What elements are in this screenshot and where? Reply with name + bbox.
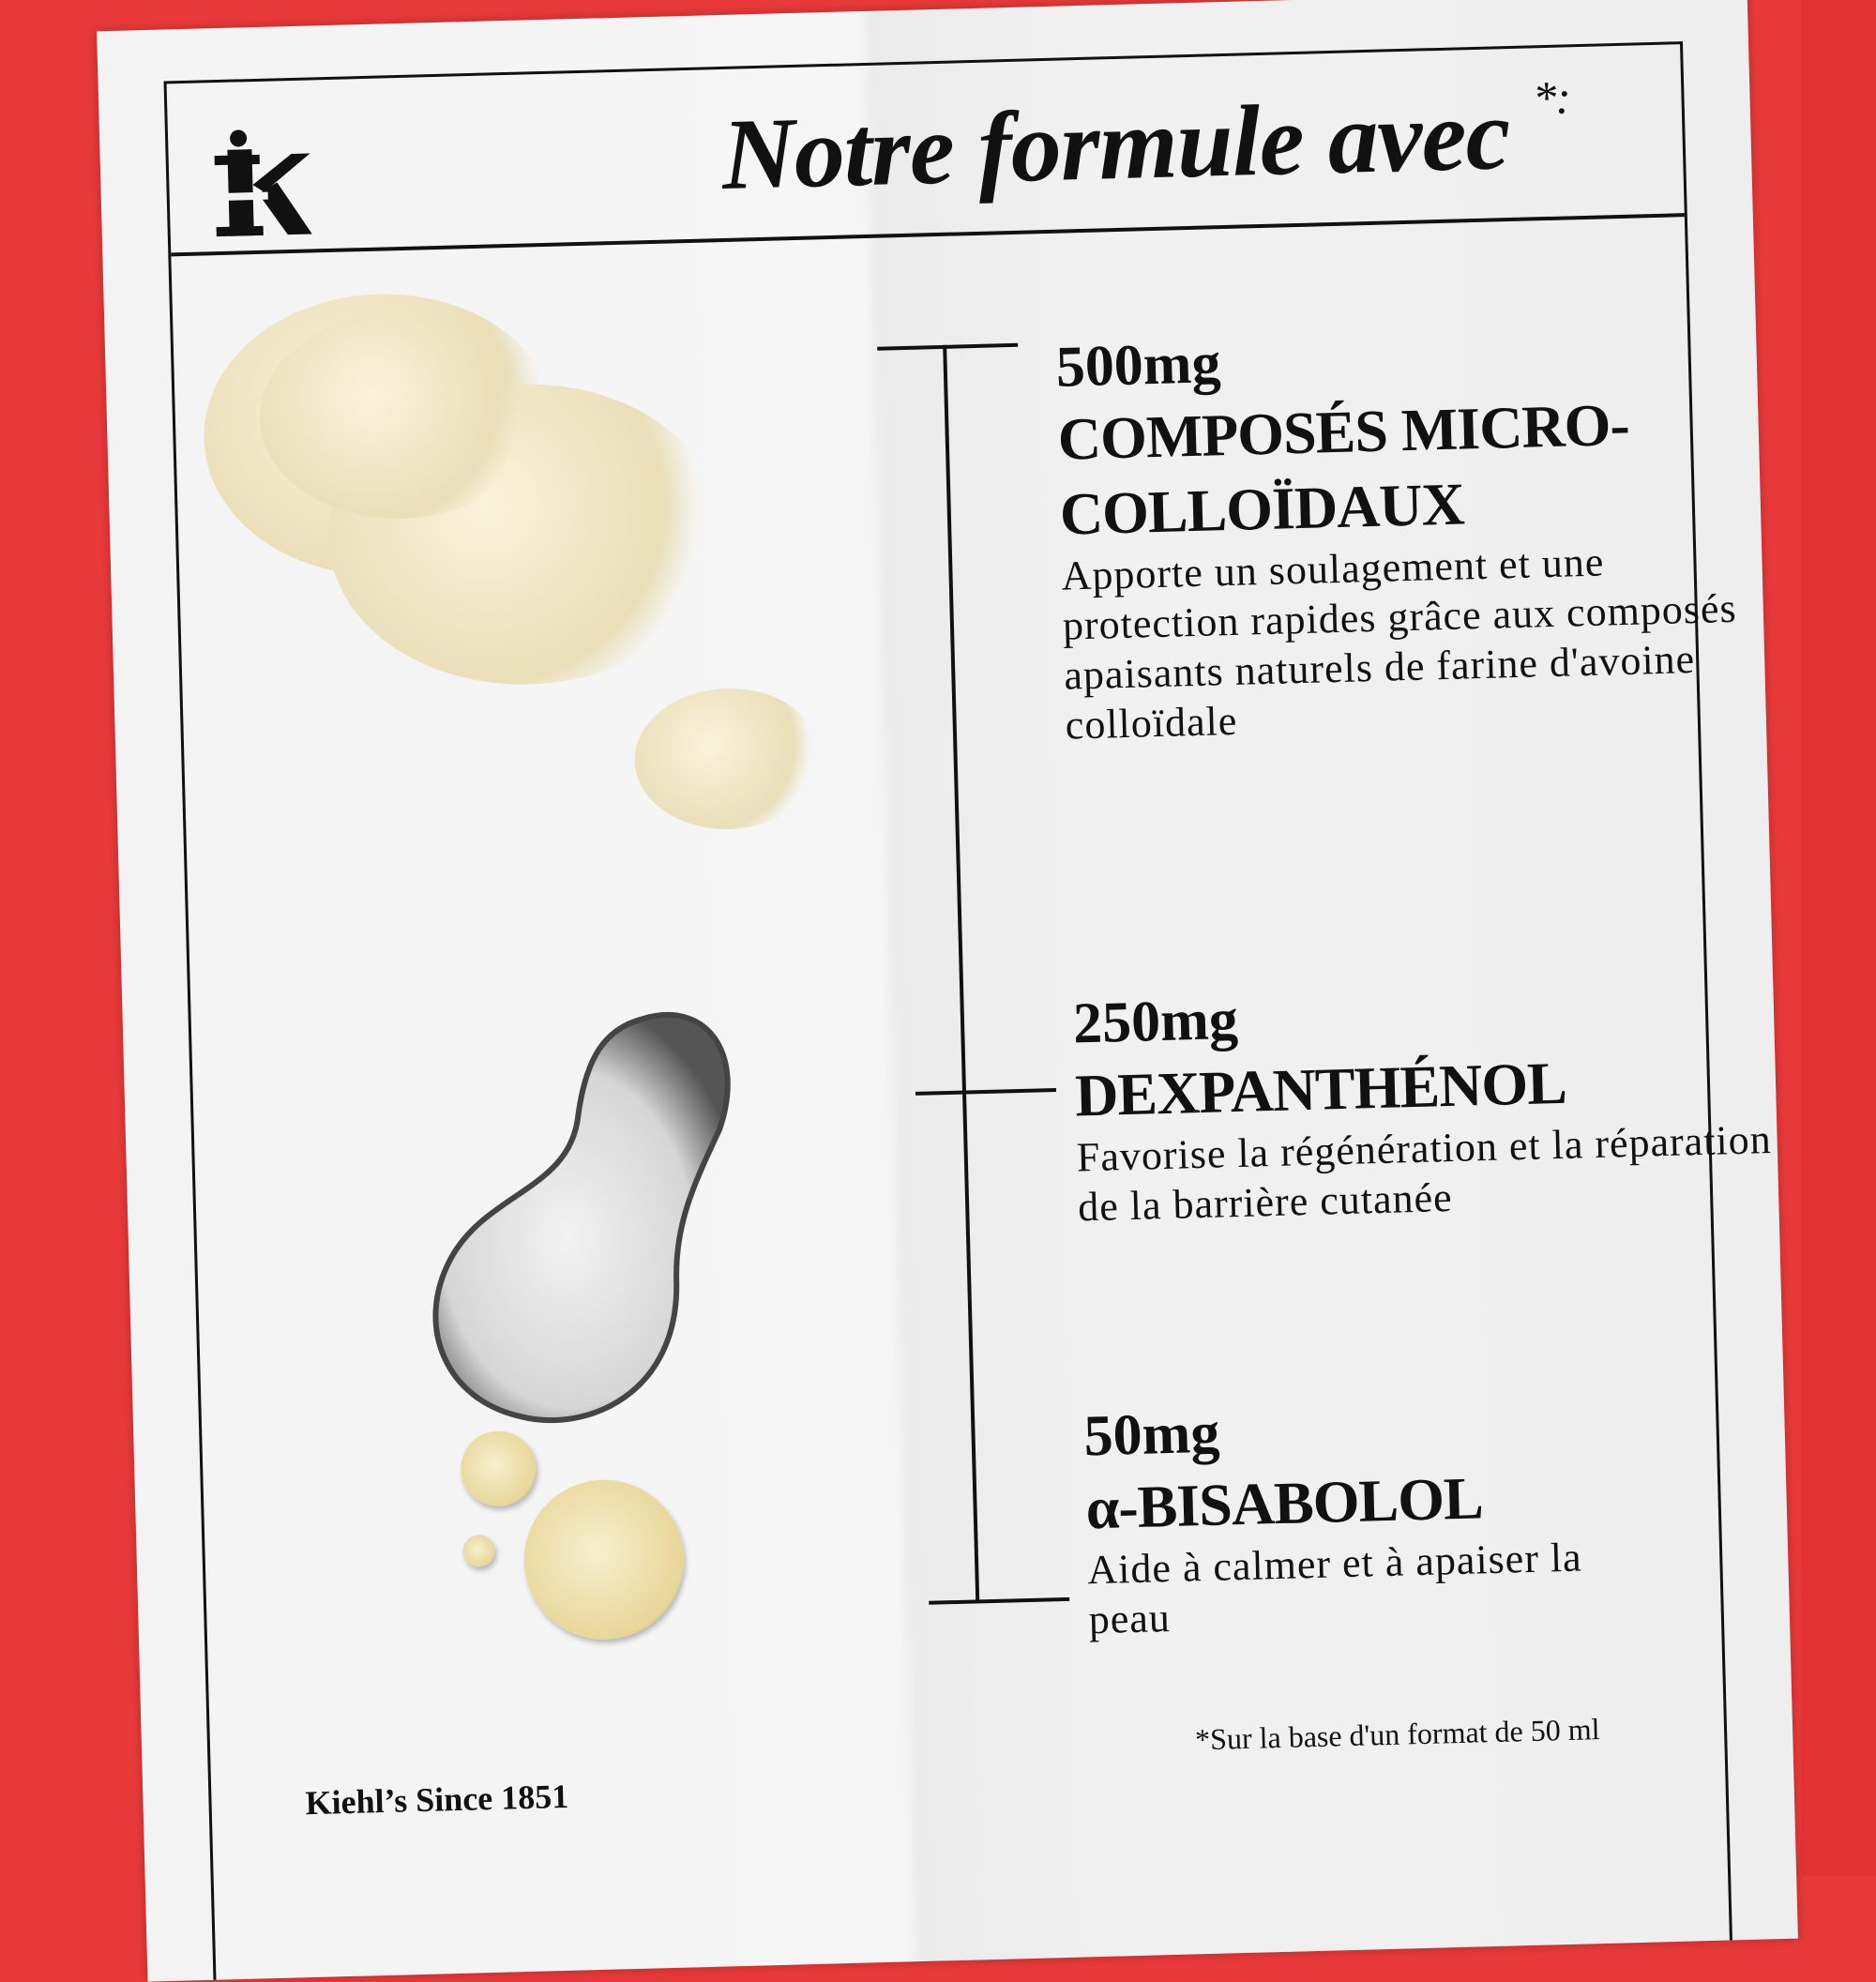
ingredient-description: Favorise la régénération et la réparation de la barrière cutanée	[1076, 1116, 1773, 1231]
scale-axis	[943, 345, 979, 1602]
ingredient-50mg	[1083, 1387, 1653, 1646]
paper-sheet	[97, 0, 1798, 1982]
header	[167, 44, 1685, 256]
scale-tick-500mg	[877, 343, 1018, 351]
kiehls-logo-icon	[210, 125, 316, 240]
ingredient-amount: 50mg	[1082, 1400, 1221, 1469]
brand-signature: Kiehl’s Since 1851	[305, 1777, 569, 1823]
ingredient-description: Apporte un soulagement et une protection rapides grâce aux composés apaisants naturels de farine d'avoine colloïdale	[1061, 538, 1738, 749]
ingredient-amount: 500mg	[1054, 331, 1222, 400]
ingredient-name: COMPOSÉS MICRO-COLLOÏDAUX	[1056, 391, 1630, 549]
ingredient-500mg	[1055, 314, 1778, 750]
background-edge	[1801, 0, 1876, 1876]
page-title	[720, 70, 1572, 214]
ingredient-amount: 250mg	[1072, 987, 1239, 1056]
ingredient-name: DEXPANTHÉNOL	[1074, 1050, 1567, 1129]
scale-tick-250mg	[915, 1088, 1056, 1096]
ingredient-name: α-BISABOLOL	[1084, 1464, 1484, 1542]
scale-tick-50mg	[929, 1597, 1069, 1605]
title-text: Notre formule avec	[720, 79, 1511, 211]
water-drop-illustration	[406, 998, 755, 1447]
ingredient-description: Aide à calmer et à apaiser la peau	[1086, 1534, 1583, 1643]
frame	[163, 41, 1773, 1980]
ingredient-250mg	[1072, 971, 1792, 1233]
footnote: *Sur la base d'un format de 50 ml	[1194, 1712, 1600, 1757]
title-asterisk: *:	[1532, 70, 1571, 125]
